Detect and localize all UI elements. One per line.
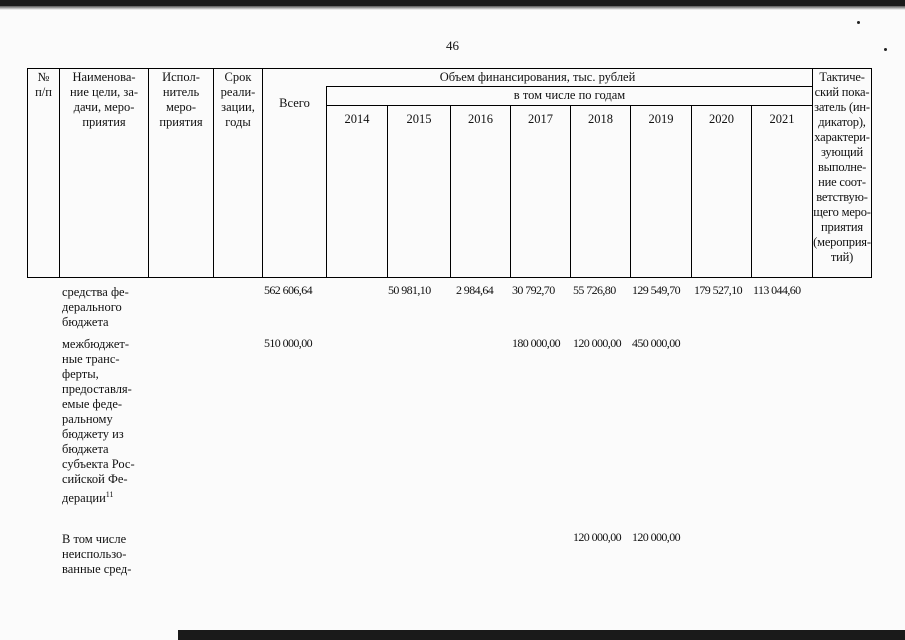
row-federal-budget-2021: 113 044,60: [753, 283, 801, 297]
row-federal-budget-total: 562 606,64: [264, 283, 313, 297]
scan-shadow-top: [0, 6, 905, 10]
row-unused-funds-name: В том числе неиспользо- ванные сред-: [62, 532, 132, 576]
row-unused-funds-2018: 120 000,00: [573, 530, 622, 544]
header-total: Всего: [279, 96, 310, 110]
page-number: 46: [446, 38, 459, 53]
header-col-indicator: Тактиче- ский пока- затель (ин- дикатор), характери- зующий выполне- ние соот- ветствую- щего меро- приятия (мероприя- тий): [813, 70, 871, 264]
row-federal-budget-2018: 55 726,80: [573, 283, 616, 297]
row-federal-budget-2016: 2 984,64: [456, 283, 494, 297]
header-year-2017: 2017: [528, 112, 553, 126]
header-year-2020: 2020: [709, 112, 734, 126]
header-col-name: Наименова- ние цели, за- дачи, меро- приятия: [69, 70, 139, 129]
row-federal-budget-2017: 30 792,70: [512, 283, 555, 297]
scan-border-bottom: [178, 630, 905, 640]
header-year-2018: 2018: [588, 112, 613, 126]
header-col-term: Срок реали- зации, годы: [220, 70, 256, 129]
row-federal-budget-2015: 50 981,10: [388, 283, 431, 297]
row-federal-budget-2020: 179 527,10: [694, 283, 743, 297]
row-federal-budget-2019: 129 549,70: [632, 283, 681, 297]
header-year-2021: 2021: [769, 112, 795, 126]
scan-speck: [857, 21, 860, 24]
header-year-2016: 2016: [468, 112, 493, 126]
header-col-number: № п/п: [35, 70, 52, 99]
row-federal-budget-name: средства фе- дерального бюджета: [62, 285, 129, 329]
header-by-years: в том числе по годам: [513, 88, 626, 102]
row-transfers-2019: 450 000,00: [632, 336, 681, 350]
header-year-2019: 2019: [648, 112, 674, 126]
header-col-executor: Испол- нитель меро- приятия: [159, 70, 203, 129]
header-year-2014: 2014: [344, 112, 370, 126]
row-transfers-2017: 180 000,00: [512, 336, 561, 350]
row-unused-funds-2019: 120 000,00: [632, 530, 681, 544]
row-transfers-total: 510 000,00: [264, 336, 313, 350]
header-year-2015: 2015: [406, 112, 432, 126]
row-transfers-name: межбюджет- ные транс- ферты, предоставля- емые феде- ральному бюджету из бюджета субъекта Рос- сийской Фе- дерации$^{11}$: [62, 337, 135, 506]
footnote-marker: 11: [105, 490, 114, 499]
header-financing-title: Объем финансирования, тыс. рублей: [439, 70, 636, 84]
row-transfers-2018: 120 000,00: [573, 336, 622, 350]
